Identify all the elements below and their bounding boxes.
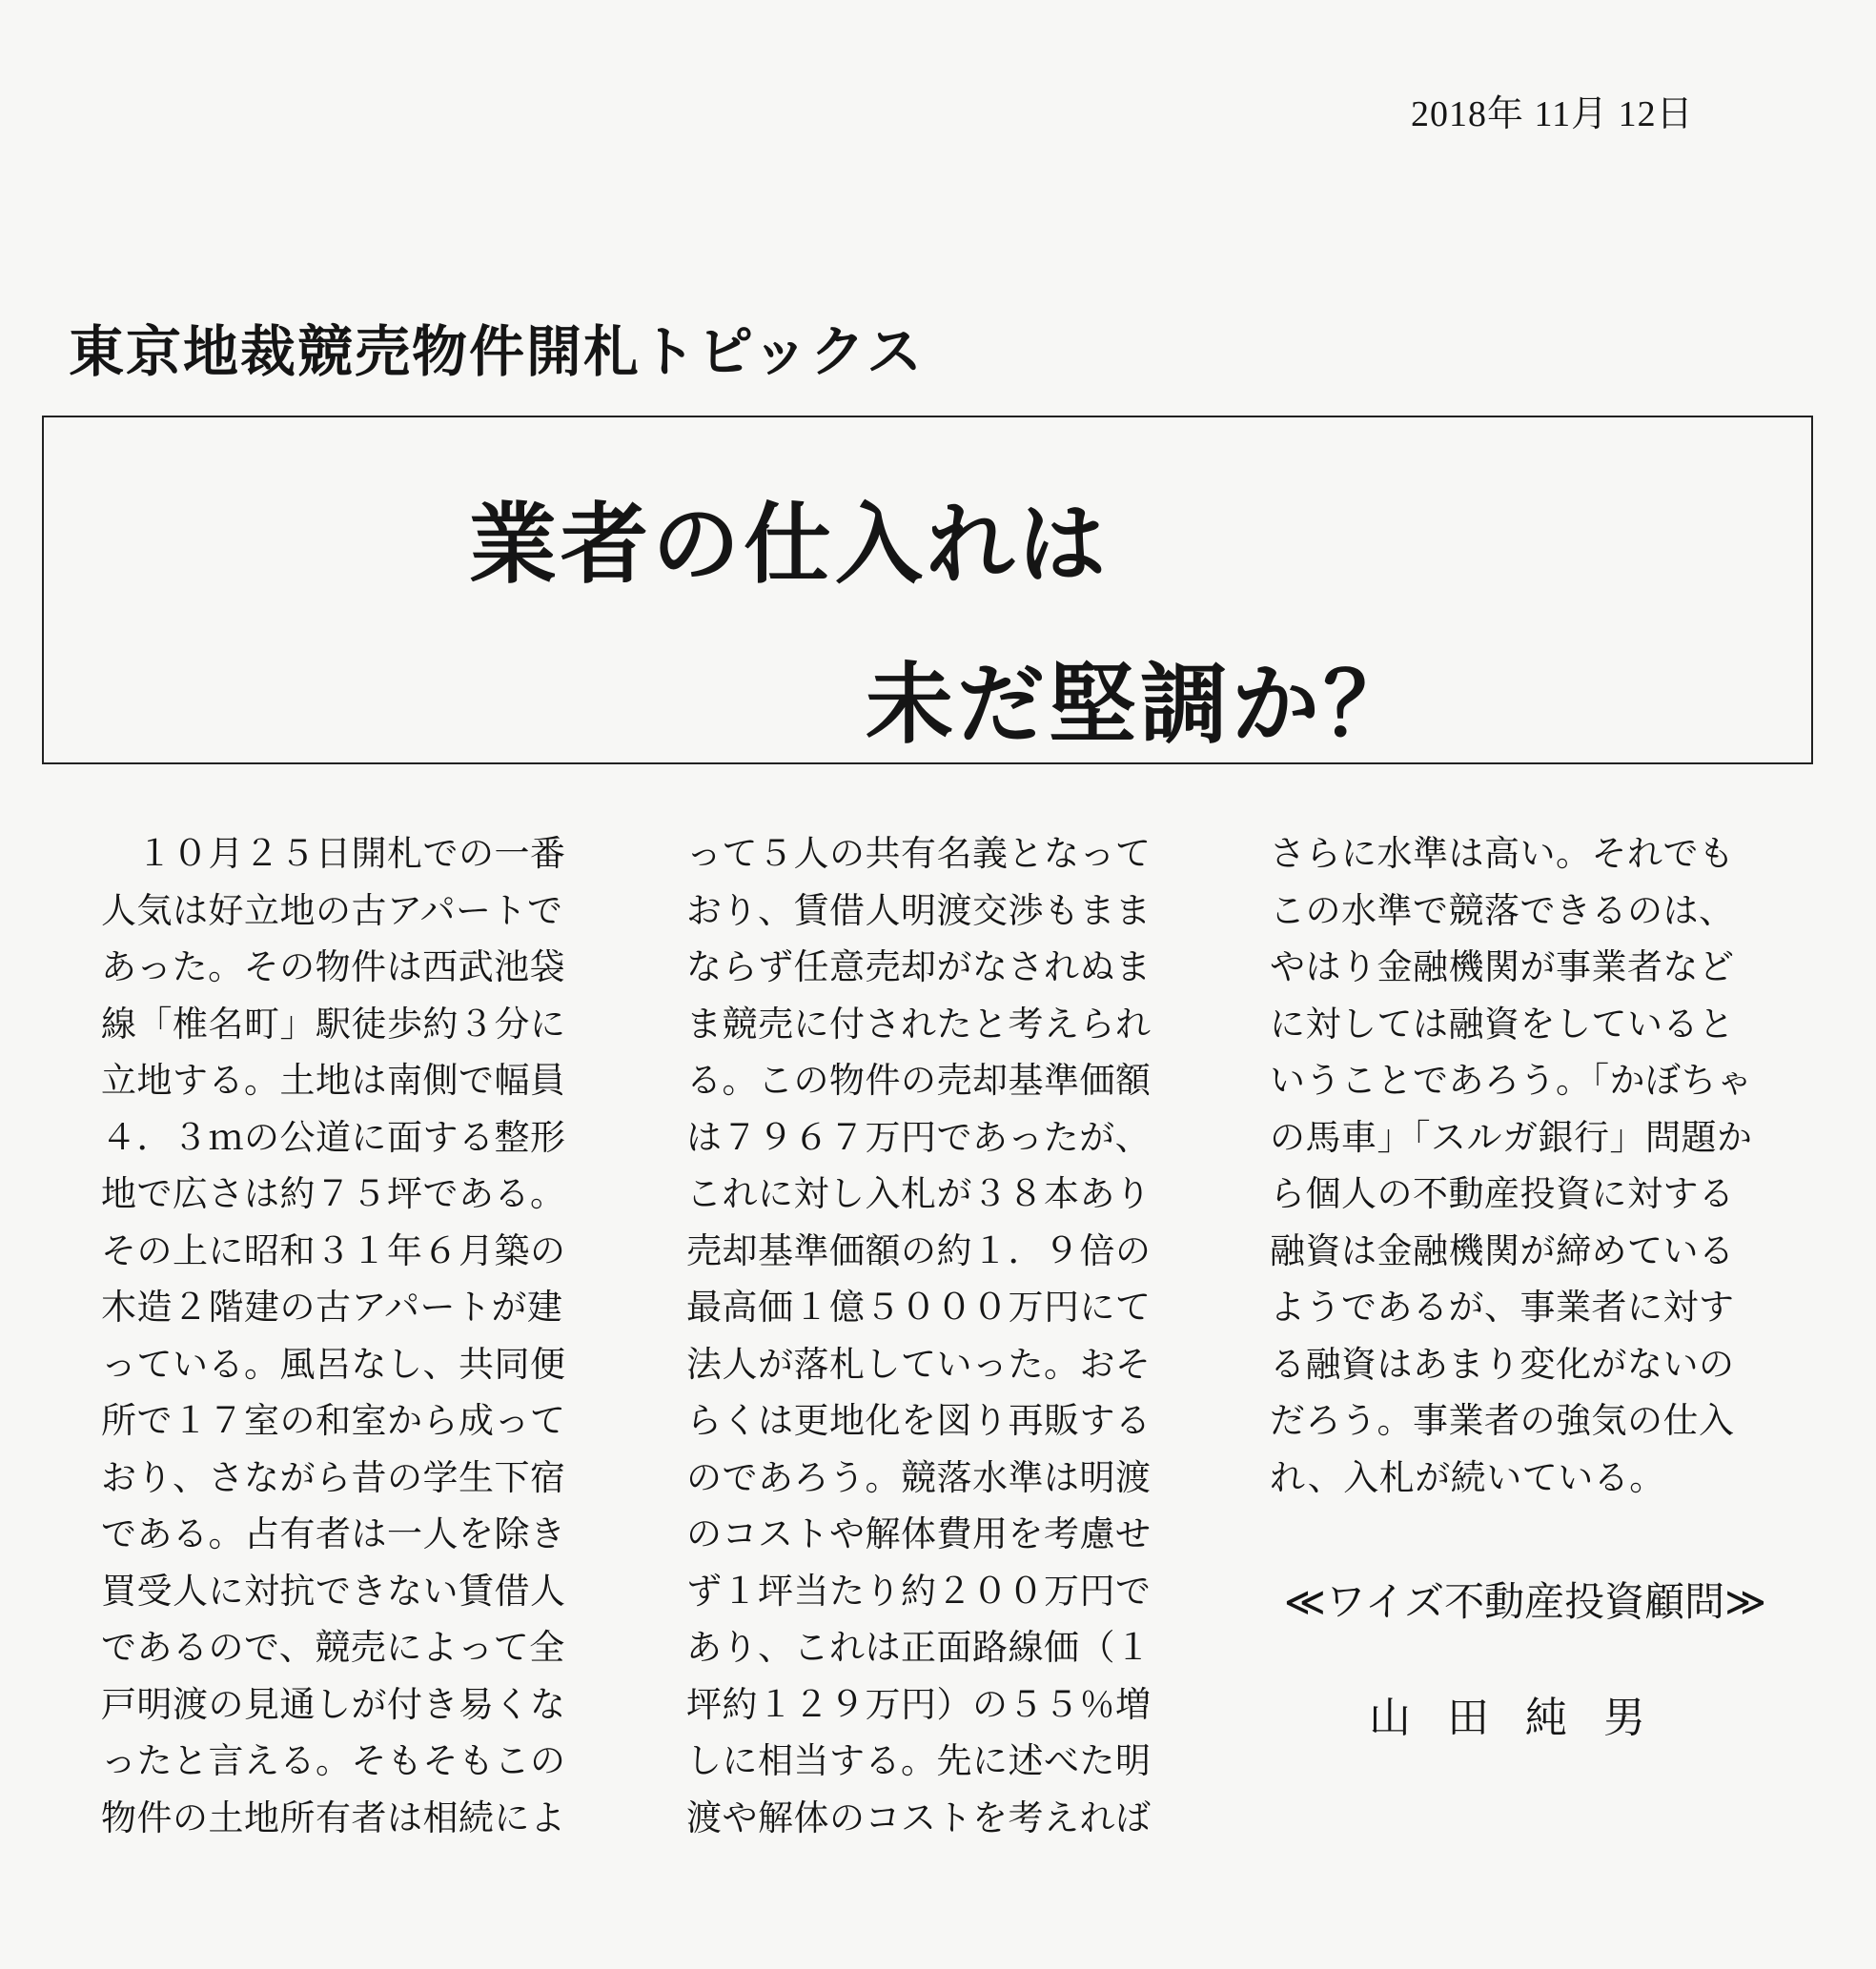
article-line: 買受人に対抗できない賃借人 xyxy=(101,1570,566,1612)
article-line: である。占有者は一人を除き xyxy=(101,1513,566,1554)
article-line: であるので、競売によって全 xyxy=(101,1627,565,1668)
article-line: らくは更地化を図り再販する xyxy=(686,1400,1152,1441)
article-line: って５人の共有名義となって xyxy=(686,833,1152,874)
article-line: る融資はあまり変化がないの xyxy=(1270,1343,1735,1385)
article-line: ず１坪当たり約２００万円で xyxy=(686,1570,1152,1612)
series-title: 東京地裁競売物件開札トピックス xyxy=(69,319,925,384)
document-date: 2018年 11月 12日 xyxy=(1411,94,1694,134)
article-line: 立地する。土地は南側で幅員 xyxy=(101,1060,566,1101)
article-column-3 xyxy=(1270,825,1775,1506)
organization-name: ≪ワイズ不動産投資顧問≫ xyxy=(1283,1578,1767,1625)
article-line: のであろう。競落水準は明渡 xyxy=(686,1456,1152,1498)
article-line: 融資は金融機関が締めている xyxy=(1270,1229,1735,1271)
article-line: 線「椎名町」駅徒歩約３分に xyxy=(101,1003,566,1045)
article-line: 木造２階建の古アパートが建 xyxy=(101,1287,563,1328)
article-column-1 xyxy=(101,825,606,1846)
article-line: 坪約１２９万円）の５５％増 xyxy=(686,1683,1152,1725)
article-line: 物件の土地所有者は相続によ xyxy=(101,1796,566,1838)
article-line: この水準で競落できるのは、 xyxy=(1270,889,1735,931)
headline-line-1: 業者の仕入れは xyxy=(469,494,1111,596)
article-line: 地で広さは約７５坪である。 xyxy=(101,1173,566,1214)
article-line: 法人が落札していった。おそ xyxy=(686,1343,1152,1385)
article-line: その上に昭和３１年６月築の xyxy=(101,1229,566,1271)
article-line: あった。その物件は西武池袋 xyxy=(101,946,566,987)
article-line: これに対し入札が３８本あり xyxy=(686,1173,1152,1214)
article-line: ら個人の不動産投資に対する xyxy=(1270,1173,1735,1214)
article-line: しに相当する。先に述べた明 xyxy=(686,1740,1152,1781)
article-line: のコストや解体費用を考慮せ xyxy=(686,1513,1152,1554)
article-line: １０月２５日開札での一番 xyxy=(101,833,566,874)
article-line: の馬車」「スルガ銀行」問題か xyxy=(1270,1116,1753,1158)
article-line: 最高価１億５０００万円にて xyxy=(686,1287,1152,1328)
article-line: おり、賃借人明渡交渉もまま xyxy=(686,889,1152,931)
article-line: ったと言える。そもそもこの xyxy=(101,1740,566,1781)
article-line: やはり金融機関が事業者など xyxy=(1270,946,1735,987)
article-line: っている。風呂なし、共同便 xyxy=(101,1343,566,1385)
article-line: 人気は好立地の古アパートで xyxy=(101,889,563,931)
article-line: る。この物件の売却基準価額 xyxy=(686,1060,1152,1101)
headline-line-2: 未だ堅調か？ xyxy=(866,654,1416,756)
article-line: だろう。事業者の強気の仕入 xyxy=(1270,1400,1735,1441)
article-line: 戸明渡の見通しが付き易くな xyxy=(101,1683,566,1725)
article-line: ま競売に付されたと考えられ xyxy=(686,1003,1152,1045)
article-line: 売却基準価額の約１．９倍の xyxy=(686,1229,1152,1271)
article-line: さらに水準は高い。それでも xyxy=(1270,833,1735,874)
article-line: あり、これは正面路線価（１ xyxy=(686,1627,1152,1668)
article-line: ４．３ｍの公道に面する整形 xyxy=(101,1116,566,1158)
article-line: ならず任意売却がなされぬま xyxy=(686,946,1152,987)
article-line: 渡や解体のコストを考えれば xyxy=(686,1796,1152,1838)
article-line: れ、入札が続いている。 xyxy=(1270,1456,1665,1498)
article-line: ようであるが、事業者に対す xyxy=(1270,1287,1735,1328)
headline-box xyxy=(42,416,1813,764)
article-line: に対しては融資をしていると xyxy=(1270,1003,1735,1045)
article-line: は７９６７万円であったが、 xyxy=(686,1116,1152,1158)
article-line: いうことであろう。「かぼちゃ xyxy=(1270,1060,1753,1101)
article-line: 所で１７室の和室から成って xyxy=(101,1400,566,1441)
author-name: 山田純男 xyxy=(1369,1694,1682,1742)
article-column-2 xyxy=(686,825,1192,1846)
article-line: おり、さながら昔の学生下宿 xyxy=(101,1456,566,1498)
